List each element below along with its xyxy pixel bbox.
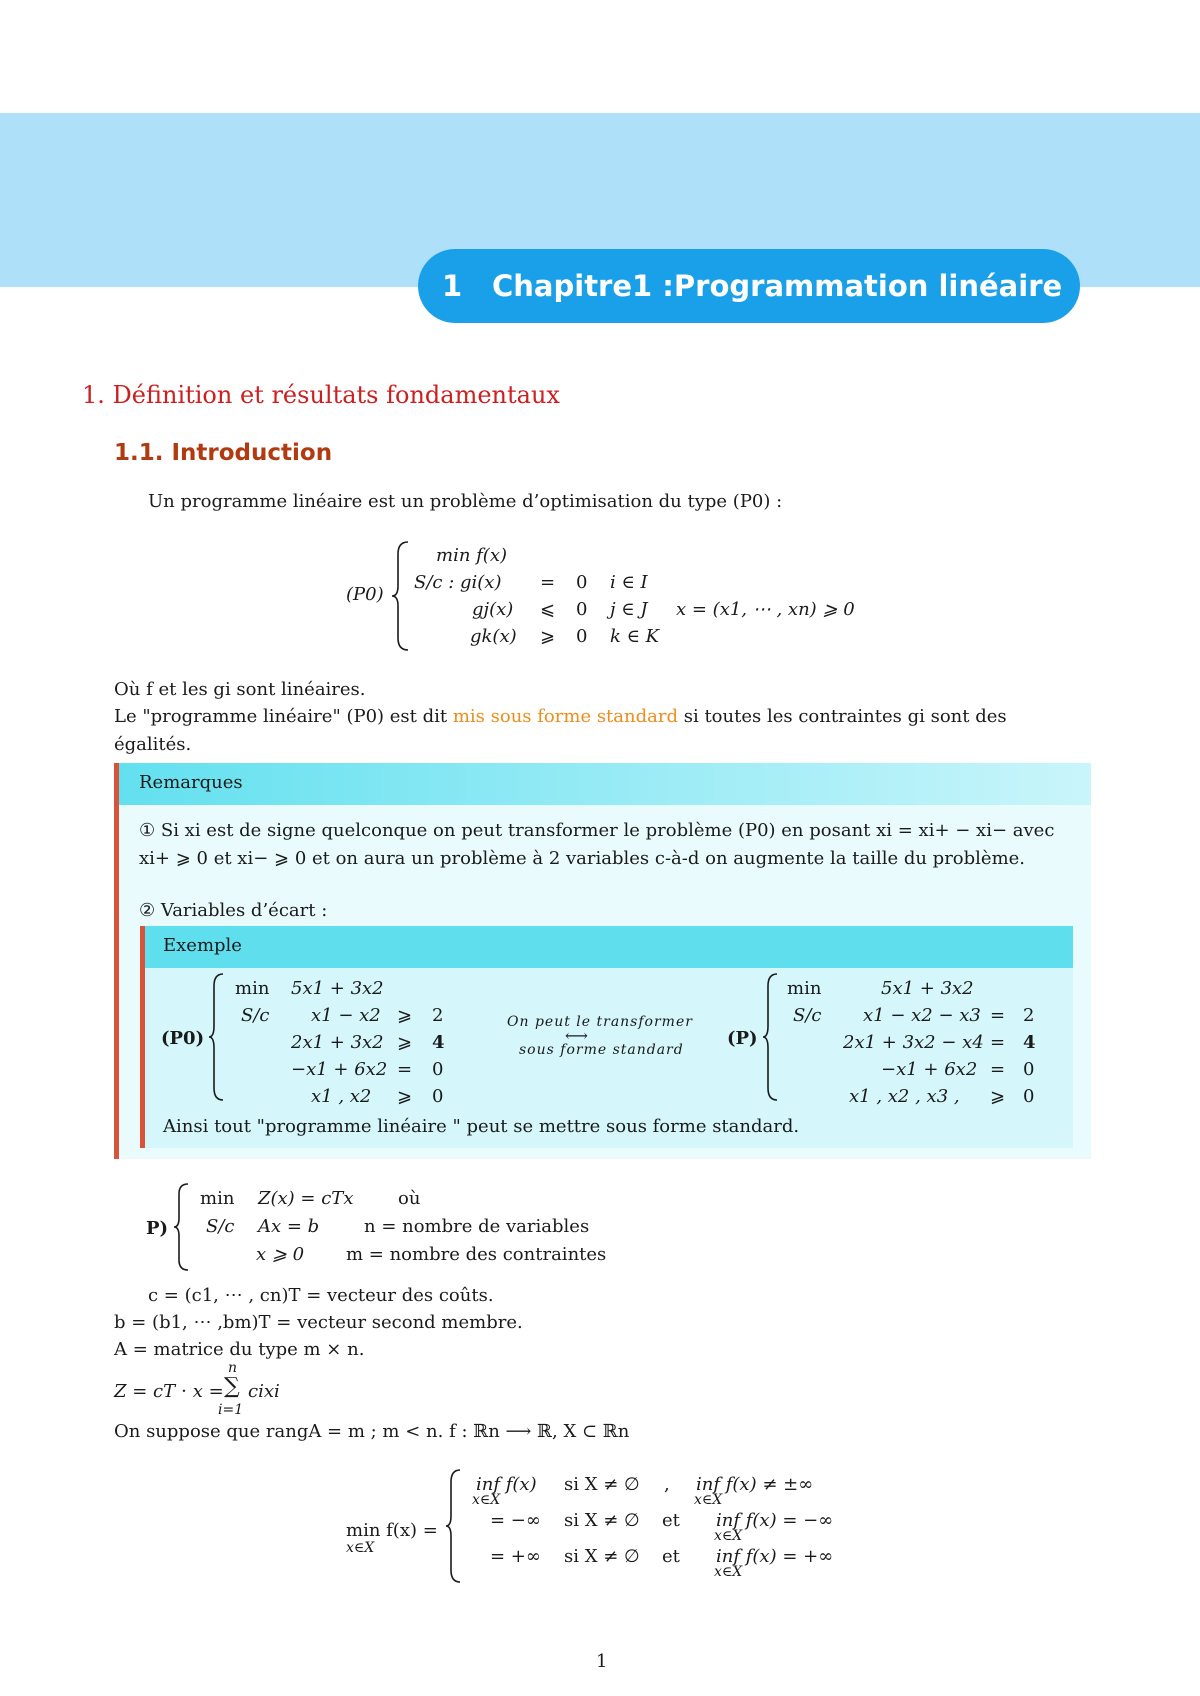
minf-row3-cond: si X ≠ ∅ [564, 1546, 640, 1567]
minf-row1-sep: , [664, 1474, 670, 1495]
ex-r-r3-expr: 2x1 + 3x2 − x4 [843, 1032, 984, 1053]
ex-r-r5-rhs: 0 [1023, 1086, 1035, 1107]
standard-form-highlight: mis sous forme standard [452, 706, 678, 727]
p0-row4-lhs: gk(x) [470, 626, 517, 647]
page-number: 1 [596, 1651, 608, 1672]
minf-row2-val: = −∞ [490, 1510, 541, 1531]
ex-r-r2-rhs: 2 [1023, 1005, 1035, 1026]
p-brace [172, 1182, 194, 1272]
rank-assumption: On suppose que rangA = m ; m < n. f : ℝn ⟶ ℝ, X ⊂ ℝn [114, 1421, 630, 1442]
remarks-heading: Remarques [139, 772, 243, 793]
minf-row2-sep: et [662, 1510, 680, 1531]
minf-row3-val: = +∞ [490, 1546, 541, 1567]
section-title: 1. Définition et résultats fondamentaux [82, 381, 560, 409]
ex-l-r4-rhs: 0 [432, 1059, 444, 1080]
p0-row2-rhs: 0 [576, 572, 588, 593]
intro-text: Un programme linéaire est un problème d’optimisation du type (P0) : [148, 491, 783, 512]
minf-label: min f(x) = [346, 1520, 438, 1541]
ex-l-r5-rhs: 0 [432, 1086, 444, 1107]
minf-row2-extra-sub: x∈X [714, 1528, 743, 1544]
p-label: P) [146, 1218, 169, 1239]
example-left-brace [207, 972, 229, 1102]
ex-r-r2-rel: = [990, 1005, 1006, 1026]
example-right-brace [761, 972, 783, 1102]
minf-label-sub: x∈X [346, 1540, 375, 1556]
ex-l-r5-expr: x1 , x2 [311, 1086, 372, 1107]
ex-l-r3-expr: 2x1 + 3x2 [291, 1032, 384, 1053]
p0-row4-rel: ⩾ [540, 626, 556, 647]
ex-r-r5-rel: ⩾ [990, 1086, 1006, 1107]
def-Z-sum: ∑ [224, 1374, 240, 1399]
def-A: A = matrice du type m × n. [114, 1339, 365, 1360]
ex-l-r2-expr: x1 − x2 [311, 1005, 381, 1026]
subsection-title: 1.1. Introduction [114, 440, 333, 466]
ex-r-r4-rhs: 0 [1023, 1059, 1035, 1080]
minf-row1-extra: inf f(x) ≠ ±∞ [696, 1474, 814, 1495]
standard-form-post: si toutes les contraintes gi sont des [678, 706, 1007, 727]
remark-1-line-1: ① Si xi est de signe quelconque on peut transformer le problème (P0) en posant xi = xi+ − xi− avec [139, 820, 1055, 841]
example-right-label: (P) [727, 1028, 758, 1049]
minf-row2-extra: inf f(x) = −∞ [716, 1510, 834, 1531]
p0-row2-lhs: S/c : gi(x) [414, 572, 502, 593]
remark-1-line-2: xi+ ⩾ 0 et xi− ⩾ 0 et on aura un problème à 2 variables c-à-d on augmente la taille du problème. [139, 848, 1026, 869]
chapter-title: Chapitre1 :Programmation linéaire [492, 269, 1063, 303]
p0-row3-set: j ∈ J [610, 599, 648, 620]
p-row2-constraint: Ax = b [258, 1216, 320, 1237]
p0-brace [390, 540, 414, 652]
minf-row3-extra-sub: x∈X [714, 1564, 743, 1580]
p0-row3-vars: x = (x1, ⋯ , xn) ⩾ 0 [676, 599, 855, 620]
transform-arrow-icon: ⟷ [565, 1026, 588, 1045]
def-b: b = (b1, ⋯ ,bm)T = vecteur second membre. [114, 1312, 523, 1333]
p-row3-note: m = nombre des contraintes [346, 1244, 607, 1265]
def-Z-right: cixi [248, 1381, 280, 1402]
transform-arrow-bottom: sous forme standard [519, 1042, 684, 1058]
minf-row1-val-sub: x∈X [472, 1492, 501, 1508]
example-conclusion: Ainsi tout "programme linéaire " peut se mettre sous forme standard. [163, 1116, 800, 1137]
standard-form-pre: Le "programme linéaire" (P0) est dit [114, 706, 453, 727]
example-left-label: (P0) [161, 1028, 205, 1049]
ex-r-r4-rel: = [990, 1059, 1006, 1080]
ex-l-r4-expr: −x1 + 6x2 [291, 1059, 388, 1080]
p-row1-op: min [200, 1188, 235, 1209]
ex-l-r2-rhs: 2 [432, 1005, 444, 1026]
ex-l-r2-op: S/c [241, 1005, 270, 1026]
ex-l-r3-rel: ⩾ [397, 1032, 413, 1053]
linear-note: Où f et les gi sont linéaires. [114, 679, 366, 700]
minf-row1-cond: si X ≠ ∅ [564, 1474, 640, 1495]
p-row1-where: où [398, 1188, 421, 1209]
remark-2: ② Variables d’écart : [139, 900, 328, 921]
def-Z-sum-top: n [228, 1360, 238, 1376]
p0-row2-set: i ∈ I [610, 572, 648, 593]
transform-arrow-top: On peut le transformer [507, 1014, 693, 1030]
example-header [145, 926, 1073, 968]
chapter-number: 1 [442, 269, 463, 303]
p0-row3-lhs: gj(x) [472, 599, 514, 620]
minf-row3-extra: inf f(x) = +∞ [716, 1546, 834, 1567]
ex-l-r1-expr: 5x1 + 3x2 [291, 978, 384, 999]
p0-row4-rhs: 0 [576, 626, 588, 647]
p0-row2-rel: = [540, 572, 556, 593]
remarks-header [119, 763, 1091, 805]
def-c: c = (c1, ⋯ , cn)T = vecteur des coûts. [148, 1285, 494, 1306]
minf-brace [444, 1468, 466, 1584]
def-Z-left: Z = cT ⋅ x = [114, 1381, 224, 1402]
equalities-word: égalités. [114, 734, 192, 755]
ex-r-r4-expr: −x1 + 6x2 [881, 1059, 978, 1080]
p-row2-op: S/c [206, 1216, 235, 1237]
p0-row4-set: k ∈ K [610, 626, 660, 647]
ex-l-r1-op: min [235, 978, 270, 999]
p0-row3-rhs: 0 [576, 599, 588, 620]
ex-l-r5-rel: ⩾ [397, 1086, 413, 1107]
p-row1-obj: Z(x) = cTx [258, 1188, 354, 1209]
ex-l-r2-rel: ⩾ [397, 1005, 413, 1026]
standard-form-note [114, 703, 1086, 731]
p0-label: (P0) [346, 584, 384, 605]
ex-r-r3-rel: = [990, 1032, 1006, 1053]
ex-r-r1-op: min [787, 978, 822, 999]
example-heading: Exemple [163, 935, 242, 956]
ex-l-r4-rel: = [397, 1059, 413, 1080]
minf-row1-val: inf f(x) [476, 1474, 537, 1495]
minf-row3-sep: et [662, 1546, 680, 1567]
def-Z-sum-bottom: i=1 [218, 1402, 244, 1418]
ex-r-r2-expr: x1 − x2 − x3 [863, 1005, 981, 1026]
p0-row1: min f(x) [436, 545, 507, 566]
ex-r-r1-expr: 5x1 + 3x2 [881, 978, 974, 999]
minf-row1-extra-sub: x∈X [694, 1492, 723, 1508]
p-row3-constraint: x ⩾ 0 [256, 1244, 305, 1265]
ex-r-r5-expr: x1 , x2 , x3 , [849, 1086, 960, 1107]
p0-row3-rel: ⩽ [540, 599, 556, 620]
chapter-title-pill [418, 249, 1080, 323]
p-row2-note: n = nombre de variables [364, 1216, 590, 1237]
example-box [140, 926, 1073, 1148]
ex-r-r3-rhs: 4 [1023, 1032, 1036, 1053]
minf-row2-cond: si X ≠ ∅ [564, 1510, 640, 1531]
ex-r-r2-op: S/c [793, 1005, 822, 1026]
ex-l-r3-rhs: 4 [432, 1032, 445, 1053]
